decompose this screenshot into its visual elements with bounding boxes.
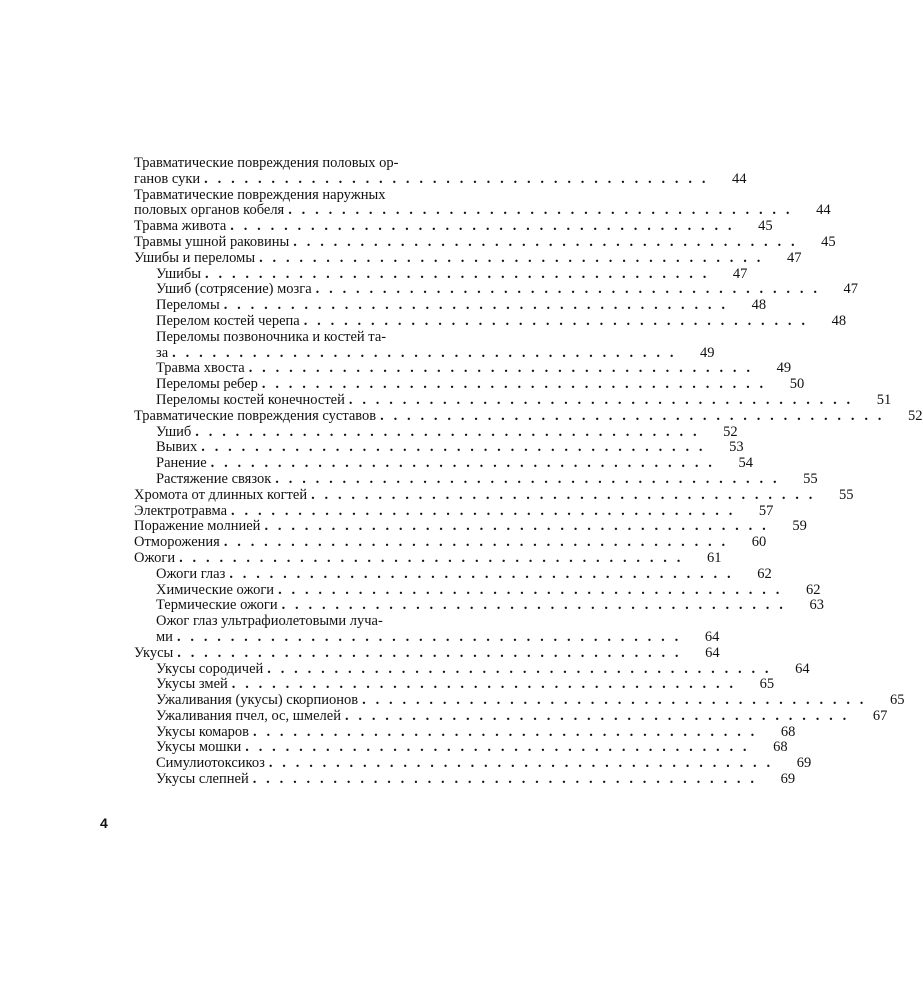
toc-leader-dots: . . . . . . . . . . . . . . . . . . . . . . . . . . . . . . . . . . . . . . bbox=[205, 265, 710, 282]
toc-entry-page: 50 bbox=[789, 376, 805, 393]
toc-entry-title: Ожог глаз ультрафиолетовыми луча- bbox=[156, 613, 383, 630]
toc-leader-dots: . . . . . . . . . . . . . . . . . . . . . . . . . . . . . . . . . . . . . . bbox=[172, 344, 677, 361]
toc-entry-title: Укусы слепней bbox=[156, 771, 249, 788]
toc-entry bbox=[134, 676, 775, 693]
toc-entry-page: 59 bbox=[792, 518, 807, 535]
toc-entry bbox=[134, 376, 805, 393]
toc-entry bbox=[134, 265, 748, 283]
toc-leader-dots: . . . . . . . . . . . . . . . . . . . . . . . . . . . . . . . . . . . . . . bbox=[268, 755, 774, 772]
toc-leader-dots: . . . . . . . . . . . . . . . . . . . . . . . . . . . . . . . . . . . . . . bbox=[344, 707, 850, 724]
toc-entry bbox=[134, 407, 923, 425]
toc-entry-title: Переломы ребер bbox=[156, 376, 258, 393]
toc-entry-page: 49 bbox=[700, 344, 715, 361]
toc-entry bbox=[134, 344, 715, 362]
toc-entry-title: Симулиотоксикоз bbox=[156, 755, 265, 772]
toc-entry-page: 45 bbox=[821, 233, 836, 250]
toc-entry bbox=[134, 486, 854, 504]
toc-entry-title: Переломы костей конечностей bbox=[156, 391, 345, 408]
toc-leader-dots: . . . . . . . . . . . . . . . . . . . . . . . . . . . . . . . . . . . . . . bbox=[362, 692, 867, 709]
toc-entry-page: 63 bbox=[809, 597, 824, 614]
toc-entry-page: 61 bbox=[706, 549, 722, 566]
toc-entry-page: 52 bbox=[723, 423, 738, 440]
toc-entry bbox=[134, 518, 807, 535]
toc-entry-page: 55 bbox=[838, 486, 854, 503]
toc-entry-title: Ожоги глаз bbox=[156, 565, 226, 582]
toc-entry-page: 57 bbox=[758, 502, 774, 519]
table-of-contents bbox=[134, 155, 923, 788]
toc-leader-dots: . . . . . . . . . . . . . . . . . . . . . . . . . . . . . . . . . . . . . . bbox=[259, 249, 764, 266]
toc-entry-title: Поражение молнией bbox=[134, 518, 261, 535]
toc-entry-title: Перелом костей черепа bbox=[156, 312, 300, 329]
toc-entry-page: 48 bbox=[751, 297, 767, 314]
toc-entry-title: Ушибы и переломы bbox=[134, 249, 256, 266]
toc-entry bbox=[134, 614, 500, 630]
toc-entry-page: 49 bbox=[776, 360, 792, 377]
toc-entry bbox=[134, 644, 720, 662]
toc-entry bbox=[134, 628, 720, 646]
toc-entry-title: Электротравма bbox=[134, 502, 228, 519]
toc-leader-dots: . . . . . . . . . . . . . . . . . . . . . . . . . . . . . . . . . . . . . . bbox=[231, 676, 737, 693]
toc-entry-title: ми bbox=[156, 628, 173, 645]
toc-entry bbox=[134, 188, 500, 204]
toc-leader-dots: . . . . . . . . . . . . . . . . . . . . . . . . . . . . . . . . . . . . . . bbox=[303, 312, 809, 329]
toc-entry-page: 54 bbox=[738, 455, 754, 472]
toc-entry-page: 62 bbox=[805, 581, 821, 598]
toc-leader-dots: . . . . . . . . . . . . . . . . . . . . . . . . . . . . . . . . . . . . . . bbox=[223, 297, 729, 314]
toc-leader-dots: . . . . . . . . . . . . . . . . . . . . . . . . . . . . . . . . . . . . . . bbox=[195, 423, 700, 440]
toc-entry-title: Ранение bbox=[156, 455, 207, 472]
toc-entry bbox=[134, 170, 747, 188]
toc-entry-title: Укусы bbox=[134, 644, 174, 661]
toc-entry-title: за bbox=[156, 344, 169, 361]
toc-entry-page: 65 bbox=[890, 692, 905, 709]
toc-entry-page: 68 bbox=[773, 739, 788, 756]
toc-entry bbox=[134, 502, 774, 520]
toc-entry bbox=[134, 360, 792, 377]
toc-entry bbox=[134, 218, 773, 235]
toc-entry-page: 52 bbox=[908, 407, 923, 424]
toc-entry-title: Травматические повреждения наружных bbox=[134, 186, 386, 203]
toc-entry-page: 62 bbox=[757, 565, 772, 582]
toc-leader-dots: . . . . . . . . . . . . . . . . . . . . . . . . . . . . . . . . . . . . . . bbox=[281, 597, 786, 614]
toc-entry-page: 68 bbox=[780, 723, 796, 740]
toc-entry bbox=[134, 156, 500, 172]
toc-leader-dots: . . . . . . . . . . . . . . . . . . . . . . . . . . . . . . . . . . . . . . bbox=[261, 376, 767, 393]
toc-entry bbox=[134, 597, 824, 614]
toc-entry-title: Травма хвоста bbox=[156, 360, 245, 377]
toc-entry-page: 47 bbox=[732, 265, 748, 282]
toc-entry bbox=[134, 755, 812, 772]
toc-entry-title: Хромота от длинных когтей bbox=[134, 486, 308, 503]
toc-entry bbox=[134, 692, 905, 709]
toc-entry-title: Ужаливания (укусы) скорпионов bbox=[156, 692, 359, 709]
toc-entry-title: Отморожения bbox=[134, 534, 220, 551]
toc-leader-dots: . . . . . . . . . . . . . . . . . . . . . . . . . . . . . . . . . . . . . . bbox=[380, 407, 885, 424]
toc-entry-title: Травматические повреждения половых ор- bbox=[134, 155, 399, 171]
toc-entry-page: 69 bbox=[780, 771, 796, 788]
toc-entry-title: Укусы комаров bbox=[156, 723, 250, 740]
toc-leader-dots: . . . . . . . . . . . . . . . . . . . . . . . . . . . . . . . . . . . . . . bbox=[293, 233, 798, 250]
toc-leader-dots: . . . . . . . . . . . . . . . . . . . . . . . . . . . . . . . . . . . . . . bbox=[315, 281, 821, 298]
toc-entry-page: 47 bbox=[786, 249, 802, 266]
toc-entry-page: 53 bbox=[729, 439, 744, 456]
toc-entry-title: Ушиб bbox=[156, 423, 192, 440]
toc-leader-dots: . . . . . . . . . . . . . . . . . . . . . . . . . . . . . . . . . . . . . . bbox=[267, 660, 772, 677]
toc-entry-title: Ожоги bbox=[134, 549, 176, 566]
toc-entry bbox=[134, 739, 788, 756]
toc-leader-dots: . . . . . . . . . . . . . . . . . . . . . . . . . . . . . . . . . . . . . . bbox=[288, 202, 793, 219]
toc-entry-page: 51 bbox=[876, 391, 892, 408]
toc-leader-dots: . . . . . . . . . . . . . . . . . . . . . . . . . . . . . . . . . . . . . . bbox=[248, 360, 754, 377]
toc-entry bbox=[134, 455, 754, 472]
toc-entry-page: 65 bbox=[759, 676, 775, 693]
toc-entry-title: ганов суки bbox=[134, 170, 201, 187]
toc-entry-title: Термические ожоги bbox=[156, 597, 278, 614]
toc-entry-page: 44 bbox=[816, 202, 831, 219]
toc-entry-title: Химические ожоги bbox=[156, 581, 275, 598]
toc-entry-page: 60 bbox=[751, 534, 767, 551]
toc-entry bbox=[134, 581, 821, 599]
toc-entry bbox=[134, 771, 796, 788]
toc-entry-page: 48 bbox=[831, 312, 847, 329]
toc-entry-page: 44 bbox=[732, 170, 747, 187]
toc-entry bbox=[134, 391, 892, 409]
toc-entry-title: Вывих bbox=[156, 439, 198, 456]
toc-entry bbox=[134, 312, 847, 330]
toc-entry-title: Укусы сородичей bbox=[156, 660, 264, 677]
toc-leader-dots: . . . . . . . . . . . . . . . . . . . . . . . . . . . . . . . . . . . . . . bbox=[210, 455, 716, 472]
toc-entry-page: 55 bbox=[803, 470, 818, 487]
toc-entry bbox=[134, 281, 859, 298]
toc-entry-page: 69 bbox=[796, 755, 812, 772]
toc-entry bbox=[134, 233, 836, 251]
toc-leader-dots: . . . . . . . . . . . . . . . . . . . . . . . . . . . . . . . . . . . . . . bbox=[245, 739, 750, 756]
toc-entry-title: Растяжение связок bbox=[156, 470, 272, 487]
toc-entry bbox=[134, 565, 772, 583]
toc-entry bbox=[134, 330, 500, 346]
toc-entry bbox=[134, 202, 831, 219]
toc-leader-dots: . . . . . . . . . . . . . . . . . . . . . . . . . . . . . . . . . . . . . . bbox=[179, 549, 684, 566]
toc-leader-dots: . . . . . . . . . . . . . . . . . . . . . . . . . . . . . . . . . . . . . . bbox=[177, 644, 682, 661]
toc-entry-page: 64 bbox=[705, 644, 720, 661]
toc-entry bbox=[134, 249, 802, 267]
toc-entry-page: 47 bbox=[843, 281, 859, 298]
toc-leader-dots: . . . . . . . . . . . . . . . . . . . . . . . . . . . . . . . . . . . . . . bbox=[348, 391, 854, 408]
toc-entry bbox=[134, 723, 796, 741]
toc-entry bbox=[134, 297, 767, 314]
toc-entry-page: 67 bbox=[872, 707, 888, 724]
toc-entry-title: половых органов кобеля bbox=[134, 202, 285, 219]
page-number: 4 bbox=[100, 815, 108, 831]
toc-leader-dots: . . . . . . . . . . . . . . . . . . . . . . . . . . . . . . . . . . . . . . bbox=[264, 518, 769, 535]
toc-entry-title: Переломы позвоночника и костей та- bbox=[156, 328, 387, 345]
toc-leader-dots: . . . . . . . . . . . . . . . . . . . . . . . . . . . . . . . . . . . . . . bbox=[176, 628, 682, 645]
toc-entry-title: Ушиб (сотрясение) мозга bbox=[156, 281, 312, 298]
toc-leader-dots: . . . . . . . . . . . . . . . . . . . . . . . . . . . . . . . . . . . . . . bbox=[201, 439, 706, 456]
toc-leader-dots: . . . . . . . . . . . . . . . . . . . . . . . . . . . . . . . . . . . . . . bbox=[231, 502, 736, 519]
toc-entry-page: 64 bbox=[795, 660, 810, 677]
toc-entry-title: Укусы мошки bbox=[156, 739, 242, 756]
toc-leader-dots: . . . . . . . . . . . . . . . . . . . . . . . . . . . . . . . . . . . . . . bbox=[253, 723, 758, 740]
toc-leader-dots: . . . . . . . . . . . . . . . . . . . . . . . . . . . . . . . . . . . . . . bbox=[252, 771, 758, 788]
toc-entry-title: Переломы bbox=[156, 297, 220, 314]
toc-entry-page: 64 bbox=[704, 628, 720, 645]
toc-entry-title: Ушибы bbox=[156, 265, 202, 282]
toc-entry-page: 45 bbox=[758, 218, 773, 235]
toc-leader-dots: . . . . . . . . . . . . . . . . . . . . . . . . . . . . . . . . . . . . . . bbox=[275, 470, 780, 487]
toc-leader-dots: . . . . . . . . . . . . . . . . . . . . . . . . . . . . . . . . . . . . . . bbox=[278, 581, 783, 598]
toc-entry bbox=[134, 660, 810, 678]
toc-entry bbox=[134, 534, 767, 551]
toc-entry bbox=[134, 439, 744, 456]
toc-leader-dots: . . . . . . . . . . . . . . . . . . . . . . . . . . . . . . . . . . . . . . bbox=[229, 565, 734, 582]
toc-entry bbox=[134, 707, 888, 725]
toc-leader-dots: . . . . . . . . . . . . . . . . . . . . . . . . . . . . . . . . . . . . . . bbox=[311, 486, 816, 503]
toc-leader-dots: . . . . . . . . . . . . . . . . . . . . . . . . . . . . . . . . . . . . . . bbox=[223, 534, 729, 551]
toc-entry bbox=[134, 549, 722, 567]
toc-leader-dots: . . . . . . . . . . . . . . . . . . . . . . . . . . . . . . . . . . . . . . bbox=[230, 218, 735, 235]
toc-leader-dots: . . . . . . . . . . . . . . . . . . . . . . . . . . . . . . . . . . . . . . bbox=[204, 170, 709, 187]
toc-entry-title: Травматические повреждения суставов bbox=[134, 407, 377, 424]
toc-entry-title: Травма живота bbox=[134, 218, 227, 235]
toc-entry-title: Укусы змей bbox=[156, 676, 228, 693]
toc-entry bbox=[134, 470, 818, 488]
toc-entry-title: Ужаливания пчел, ос, шмелей bbox=[156, 707, 341, 724]
toc-entry bbox=[134, 423, 738, 441]
toc-entry-title: Травмы ушной раковины bbox=[134, 233, 290, 250]
